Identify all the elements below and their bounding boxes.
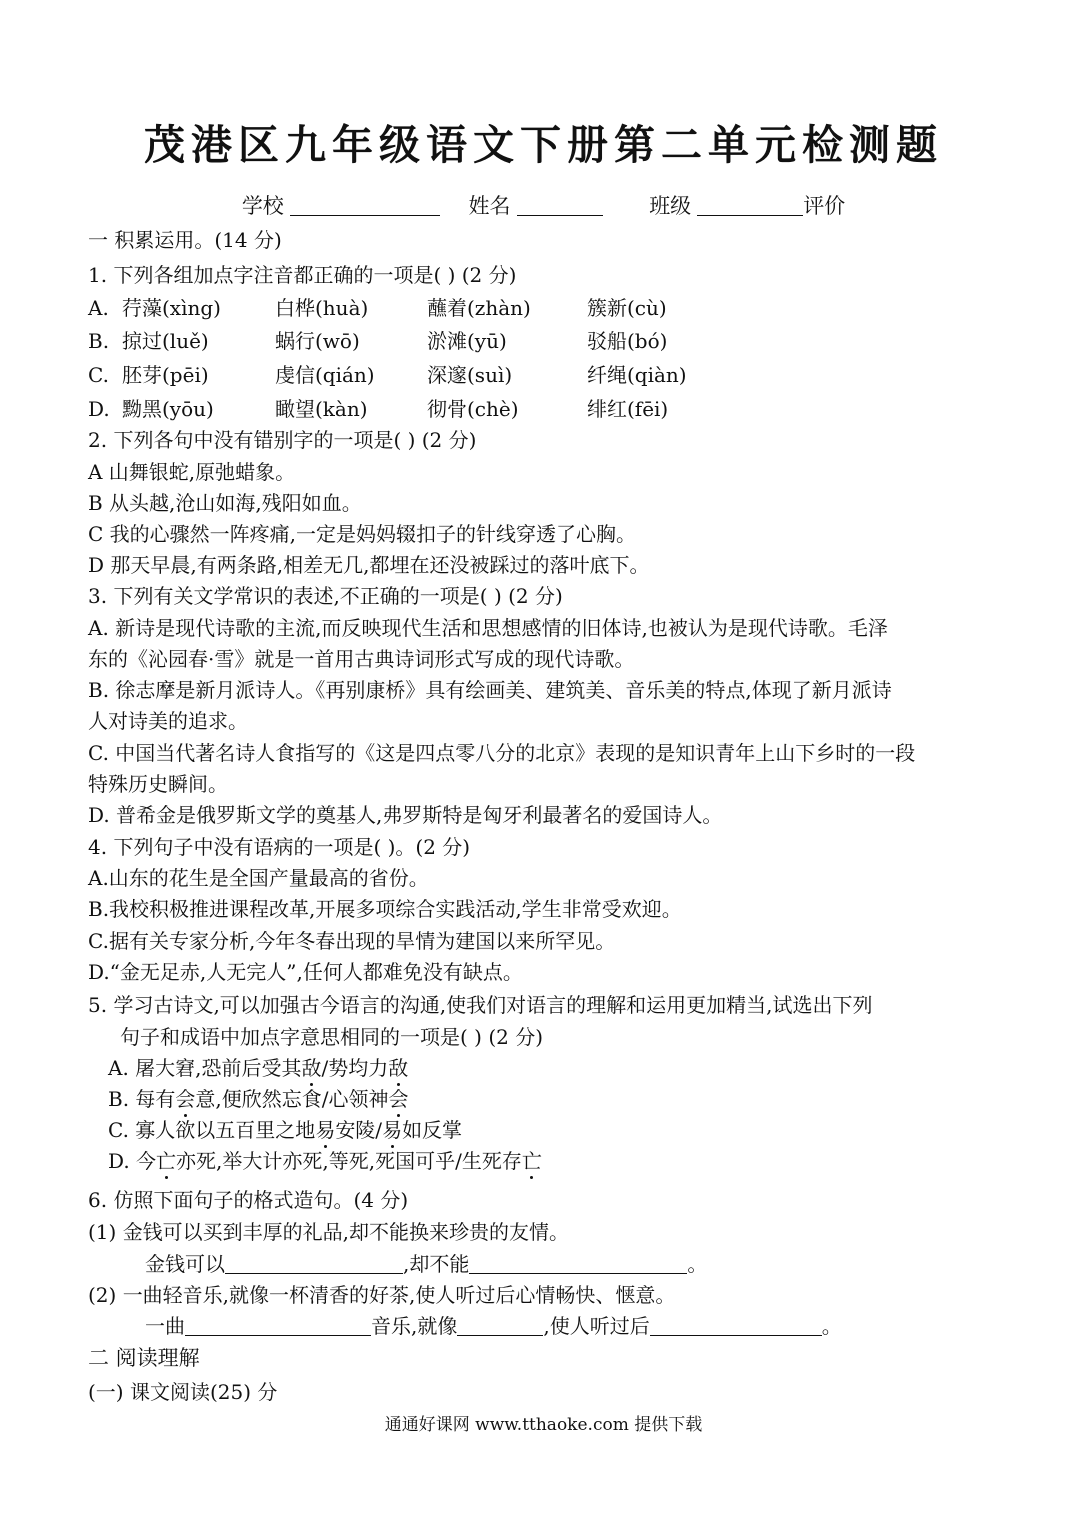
dotted-char: 敌	[388, 1056, 409, 1080]
q3-option-c-line2[interactable]: 特殊历史瞬间。	[88, 772, 228, 796]
dotted-char: 亡	[156, 1149, 177, 1173]
q5-option-b[interactable]: B. 每有会意,便欣然忘食/心领神会	[108, 1087, 409, 1111]
q6-answer-1: 金钱可以 ,却不能 。	[145, 1252, 708, 1276]
q4-option-d[interactable]: D.“金无足赤,人无完人”,任何人都难免没有缺点。	[88, 960, 523, 984]
q3-option-a-line2[interactable]: 东的《沁园春·雪》就是一首用古典诗词形式写成的现代诗歌。	[88, 647, 635, 671]
q5-option-c[interactable]: C. 寡人欲以五百里之地易安陵/易如反掌	[108, 1118, 463, 1142]
dotted-char: 会	[175, 1087, 196, 1111]
name-label: 姓名	[468, 194, 511, 218]
class-blank[interactable]	[697, 195, 803, 216]
dotted-char: 敌	[301, 1056, 322, 1080]
q3-stem: 3. 下列有关文学常识的表述,不正确的一项是( ) (2 分)	[88, 584, 563, 608]
footer-note: 通通好课网 www.tthaoke.com 提供下载	[384, 1415, 703, 1435]
student-info	[0, 190, 1087, 220]
q2-stem: 2. 下列各句中没有错别字的一项是( ) (2 分)	[88, 428, 477, 452]
section1-heading: 一 积累运用。(14 分)	[88, 228, 282, 252]
q1-option-c[interactable]: C. 胚芽(pēi) 虔信(qián) 深邃(suì) 纤绳(qiàn)	[88, 363, 687, 387]
q5-option-a[interactable]: A. 屠大窘,恐前后受其敌/势均力敌	[108, 1056, 409, 1080]
answer-blank[interactable]	[185, 1315, 371, 1336]
answer-blank[interactable]	[469, 1253, 687, 1274]
q3-option-b-line2[interactable]: 人对诗美的追求。	[88, 709, 248, 733]
q6-answer-2: 一曲 音乐,就像 ,使人听过后 。	[145, 1314, 842, 1338]
q4-option-c[interactable]: C.据有关专家分析,今年冬春出现的旱情为建国以来所罕见。	[88, 929, 616, 953]
dotted-char: 易	[315, 1118, 336, 1142]
q5-option-d[interactable]: D. 今亡亦死,举大计亦死,等死,死国可乎/生死存亡	[108, 1149, 542, 1173]
school-label: 学校	[241, 194, 284, 218]
q2-option-b[interactable]: B 从头越,沧山如海,残阳如血。	[88, 491, 362, 515]
eval-label: 评价	[803, 194, 846, 218]
school-blank[interactable]	[290, 195, 440, 216]
q1-stem: 1. 下列各组加点字注音都正确的一项是( ) (2 分)	[88, 263, 517, 287]
q6-stem: 6. 仿照下面句子的格式造句。(4 分)	[88, 1188, 409, 1212]
q4-option-a[interactable]: A.山东的花生是全国产量最高的省份。	[88, 866, 429, 890]
dotted-char: 会	[388, 1087, 409, 1111]
dotted-char: 亡	[521, 1149, 542, 1173]
q5-stem-line2: 句子和成语中加点字意思相同的一项是( ) (2 分)	[120, 1025, 544, 1049]
q2-option-c[interactable]: C 我的心骤然一阵疼痛,一定是妈妈辍扣子的针线穿透了心胸。	[88, 522, 637, 546]
answer-blank[interactable]	[457, 1315, 543, 1336]
q1-option-d[interactable]: D. 黝黑(yōu) 瞰望(kàn) 彻骨(chè) 绯红(fēi)	[88, 397, 669, 421]
q3-option-d[interactable]: D. 普希金是俄罗斯文学的奠基人,弗罗斯特是匈牙利最著名的爱国诗人。	[88, 803, 723, 827]
q6-example-2: (2) 一曲轻音乐,就像一杯清香的好茶,使人听过后心情畅快、惬意。	[88, 1283, 676, 1307]
answer-blank[interactable]	[650, 1315, 822, 1336]
q2-option-d[interactable]: D 那天早晨,有两条路,相差无几,都埋在还没被踩过的落叶底下。	[88, 553, 650, 577]
q2-option-a[interactable]: A 山舞银蛇,原弛蜡象。	[88, 460, 296, 484]
q4-option-b[interactable]: B.我校积极推进课程改革,开展多项综合实践活动,学生非常受欢迎。	[88, 897, 682, 921]
q3-option-a-line1[interactable]: A. 新诗是现代诗歌的主流,而反映现代生活和思想感情的旧体诗,也被认为是现代诗歌。毛泽	[88, 616, 888, 640]
q1-option-b[interactable]: B. 掠过(luě) 蜗行(wō) 淤滩(yū) 驳船(bó)	[88, 329, 668, 353]
section2-sub: (一) 课文阅读(25) 分	[88, 1380, 278, 1404]
class-label: 班级	[649, 194, 692, 218]
dotted-char: 易	[382, 1118, 403, 1142]
q1-option-a[interactable]: A. 荇藻(xìng) 白桦(huà) 蘸着(zhàn) 簇新(cù)	[88, 296, 667, 320]
answer-blank[interactable]	[225, 1253, 403, 1274]
page-title: 茂港区九年级语文下册第二单元检测题	[144, 121, 943, 169]
q3-option-b-line1[interactable]: B. 徐志摩是新月派诗人。《再别康桥》具有绘画美、建筑美、音乐美的特点,体现了新月派诗	[88, 678, 892, 702]
q5-stem-line1: 5. 学习古诗文,可以加强古今语言的沟通,使我们对语言的理解和运用更加精当,试选出下列	[88, 993, 873, 1017]
name-blank[interactable]	[517, 195, 603, 216]
section2-heading: 二 阅读理解	[88, 1346, 200, 1370]
q6-example-1: (1) 金钱可以买到丰厚的礼品,却不能换来珍贵的友情。	[88, 1220, 570, 1244]
q4-stem: 4. 下列句子中没有语病的一项是( )。(2 分)	[88, 835, 471, 859]
q3-option-c-line1[interactable]: C. 中国当代著名诗人食指写的《这是四点零八分的北京》表现的是知识青年上山下乡时的一段	[88, 741, 916, 765]
